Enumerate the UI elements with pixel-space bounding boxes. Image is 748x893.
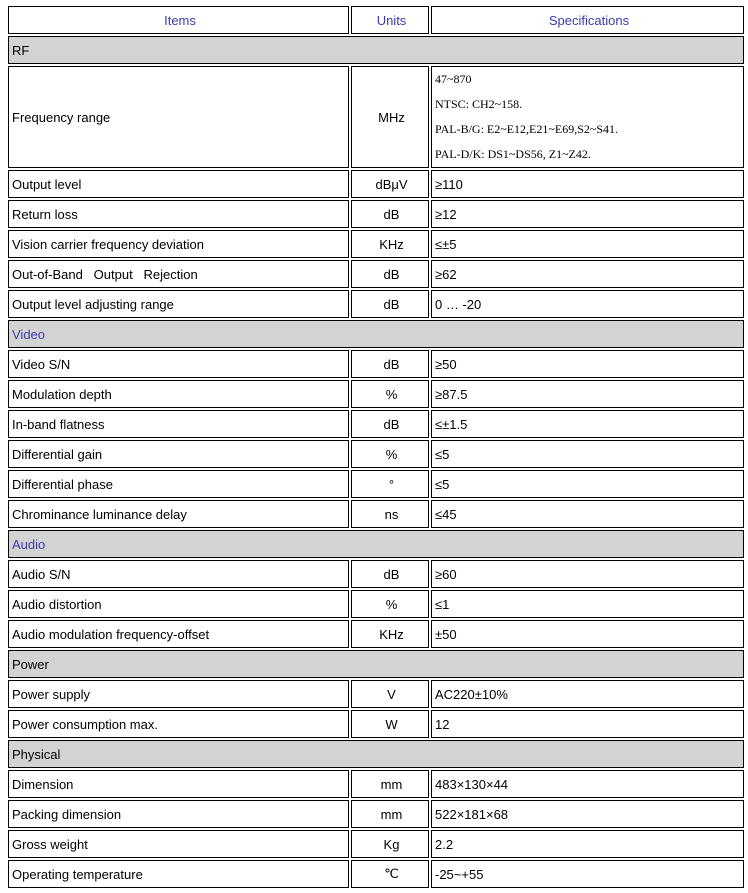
header-units: Units bbox=[351, 6, 429, 34]
spec-cell: ≤5 bbox=[431, 470, 744, 498]
unit-cell: ℃ bbox=[351, 860, 429, 888]
specifications-table bbox=[6, 4, 746, 890]
item-cell: Chrominance luminance delay bbox=[8, 500, 349, 528]
item-cell: Audio modulation frequency-offset bbox=[8, 620, 349, 648]
unit-cell: % bbox=[351, 380, 429, 408]
table-row bbox=[8, 620, 744, 648]
section-title-power: Power bbox=[8, 650, 744, 678]
table-row bbox=[8, 170, 744, 198]
spec-cell: ≤45 bbox=[431, 500, 744, 528]
spec-cell: ≤±5 bbox=[431, 230, 744, 258]
table-row bbox=[8, 560, 744, 588]
section-title-physical: Physical bbox=[8, 740, 744, 768]
item-cell: Differential gain bbox=[8, 440, 349, 468]
spec-line: 47~870 bbox=[435, 72, 472, 86]
table-row bbox=[8, 290, 744, 318]
item-cell: Power supply bbox=[8, 680, 349, 708]
spec-cell: AC220±10% bbox=[431, 680, 744, 708]
section-row-video bbox=[8, 320, 744, 348]
unit-cell: dB bbox=[351, 350, 429, 378]
item-cell: Gross weight bbox=[8, 830, 349, 858]
spec-cell: ≥62 bbox=[431, 260, 744, 288]
unit-cell: mm bbox=[351, 800, 429, 828]
header-row bbox=[8, 6, 744, 34]
spec-cell: -25~+55 bbox=[431, 860, 744, 888]
table-row bbox=[8, 830, 744, 858]
table-row bbox=[8, 800, 744, 828]
section-title-rf: RF bbox=[8, 36, 744, 64]
spec-cell: ≥60 bbox=[431, 560, 744, 588]
item-cell: Operating temperature bbox=[8, 860, 349, 888]
header-specifications: Specifications bbox=[431, 6, 744, 34]
unit-cell: MHz bbox=[351, 66, 429, 168]
unit-cell: ° bbox=[351, 470, 429, 498]
spec-cell: 2.2 bbox=[431, 830, 744, 858]
spec-cell: 12 bbox=[431, 710, 744, 738]
table-row bbox=[8, 590, 744, 618]
unit-cell: Kg bbox=[351, 830, 429, 858]
spec-cell: ±50 bbox=[431, 620, 744, 648]
unit-cell: dB bbox=[351, 410, 429, 438]
item-cell: Audio S/N bbox=[8, 560, 349, 588]
spec-cell: ≥87.5 bbox=[431, 380, 744, 408]
spec-cell: ≥50 bbox=[431, 350, 744, 378]
item-cell: Differential phase bbox=[8, 470, 349, 498]
item-cell: Output level adjusting range bbox=[8, 290, 349, 318]
item-cell: Audio distortion bbox=[8, 590, 349, 618]
unit-cell: mm bbox=[351, 770, 429, 798]
spec-cell: ≤1 bbox=[431, 590, 744, 618]
table-row bbox=[8, 770, 744, 798]
table-row bbox=[8, 410, 744, 438]
unit-cell: V bbox=[351, 680, 429, 708]
item-cell: Output level bbox=[8, 170, 349, 198]
item-cell: Packing dimension bbox=[8, 800, 349, 828]
table-row bbox=[8, 470, 744, 498]
unit-cell: % bbox=[351, 590, 429, 618]
item-cell: Modulation depth bbox=[8, 380, 349, 408]
unit-cell: W bbox=[351, 710, 429, 738]
table-row bbox=[8, 680, 744, 708]
table-row bbox=[8, 230, 744, 258]
item-cell: Vision carrier frequency deviation bbox=[8, 230, 349, 258]
spec-cell: ≥110 bbox=[431, 170, 744, 198]
table-row bbox=[8, 440, 744, 468]
header-items: Items bbox=[8, 6, 349, 34]
item-cell: Dimension bbox=[8, 770, 349, 798]
unit-cell: dB bbox=[351, 200, 429, 228]
spec-cell: 483×130×44 bbox=[431, 770, 744, 798]
section-title-video: Video bbox=[8, 320, 744, 348]
unit-cell: ns bbox=[351, 500, 429, 528]
item-cell: Frequency range bbox=[8, 66, 349, 168]
item-cell: Video S/N bbox=[8, 350, 349, 378]
spec-cell: ≥12 bbox=[431, 200, 744, 228]
unit-cell: dB bbox=[351, 260, 429, 288]
section-row-audio bbox=[8, 530, 744, 558]
spec-cell: 522×181×68 bbox=[431, 800, 744, 828]
unit-cell: KHz bbox=[351, 620, 429, 648]
section-row-rf bbox=[8, 36, 744, 64]
item-cell: In-band flatness bbox=[8, 410, 349, 438]
section-title-audio: Audio bbox=[8, 530, 744, 558]
table-row bbox=[8, 710, 744, 738]
section-row-power bbox=[8, 650, 744, 678]
table-row bbox=[8, 200, 744, 228]
unit-cell: dBμV bbox=[351, 170, 429, 198]
unit-cell: KHz bbox=[351, 230, 429, 258]
item-cell: Out-of-Band Output Rejection bbox=[8, 260, 349, 288]
table-row bbox=[8, 500, 744, 528]
table-row bbox=[8, 66, 744, 168]
table-row bbox=[8, 380, 744, 408]
item-cell: Power consumption max. bbox=[8, 710, 349, 738]
spec-line: NTSC: CH2~158. bbox=[435, 97, 523, 111]
table-row bbox=[8, 860, 744, 888]
unit-cell: % bbox=[351, 440, 429, 468]
spec-line: PAL-B/G: E2~E12,E21~E69,S2~S41. bbox=[435, 122, 619, 136]
item-cell: Return loss bbox=[8, 200, 349, 228]
spec-cell bbox=[431, 66, 744, 168]
spec-cell: ≤5 bbox=[431, 440, 744, 468]
section-row-physical bbox=[8, 740, 744, 768]
spec-cell: 0 … -20 bbox=[431, 290, 744, 318]
table-row bbox=[8, 260, 744, 288]
unit-cell: dB bbox=[351, 560, 429, 588]
unit-cell: dB bbox=[351, 290, 429, 318]
table-row bbox=[8, 350, 744, 378]
spec-cell: ≤±1.5 bbox=[431, 410, 744, 438]
spec-line: PAL-D/K: DS1~DS56, Z1~Z42. bbox=[435, 147, 591, 161]
